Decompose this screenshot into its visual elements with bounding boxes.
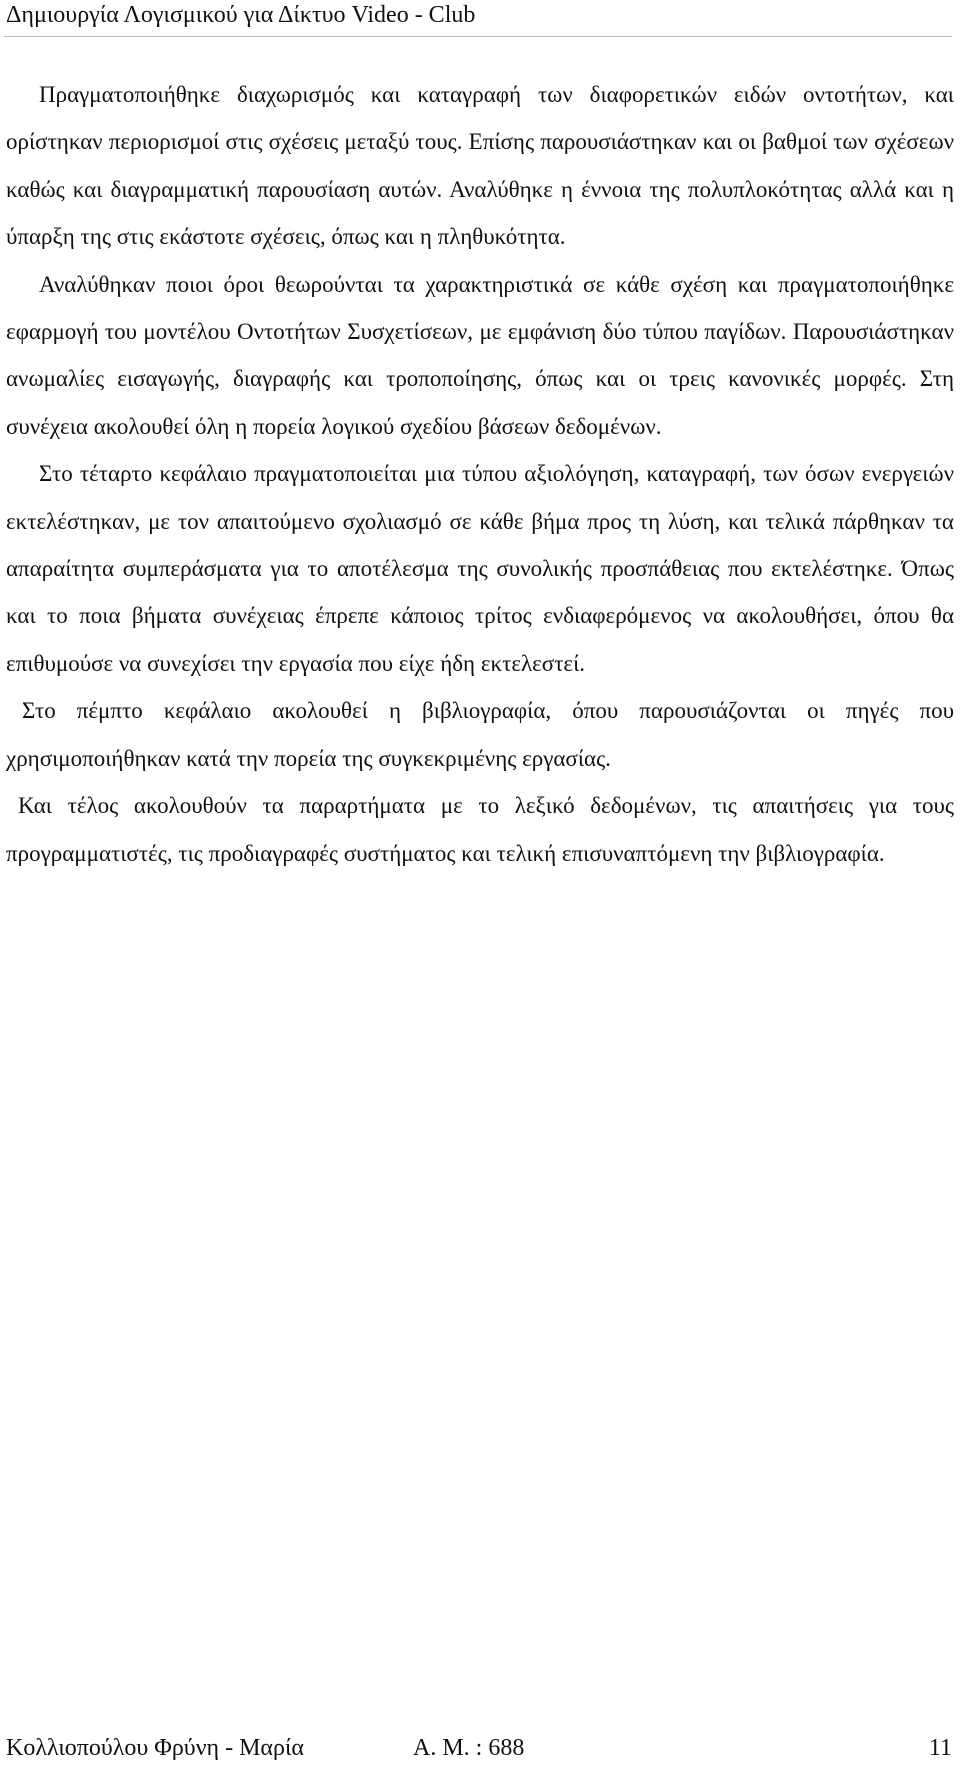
header-divider [4,36,952,37]
page-number: 11 [928,1735,952,1761]
paragraph: Αναλύθηκαν ποιοι όροι θεωρούνται τα χαρακτηριστικά σε κάθε σχέση και πραγματοποιήθηκε εφαρμογή του μοντέλου Οντοτήτων Συσχετίσεων, με εμφάνιση δύο τύπου παγίδων. Παρουσιάστηκαν ανωμαλίες εισαγωγής, διαγραφής και τροποποίησης, όπως και οι τρεις κανονικές μορφές. Στη συνέχεια ακολουθεί όλη η πορεία λογικού σχεδίου βάσεων δεδομένων. [6,271,954,439]
footer-author: Κολλιοπούλου Φρύνη - Μαρία [6,1735,305,1761]
paragraph: Και τέλος ακολουθούν τα παραρτήματα με το λεξικό δεδομένων, τις απαιτήσεις για τους προγραμματιστές, τις προδιαγραφές συστήματος και τελική επισυναπτόμενη την βιβλιογραφία. [6,793,954,866]
paragraph: Στο τέταρτο κεφάλαιο πραγματοποιείται μια τύπου αξιολόγηση, καταγραφή, των όσων ενεργειών εκτελέστηκαν, με τον απαιτούμενο σχολιασμό σε κάθε βήμα προς τη λύση, και τελικά πάρθηκαν τα απαραίτητα συμπεράσματα για το αποτέλεσμα της συνολικής προσπάθειας που εκτελέστηκε. Όπως και το ποια βήματα συνέχειας έπρεπε κάποιος τρίτος ενδιαφερόμενος να ακολουθήσει, όπου θα επιθυμούσε να συνεχίσει την εργασία που είχε ήδη εκτελεστεί. [6,461,954,676]
paragraph: Στο πέμπτο κεφάλαιο ακολουθεί η βιβλιογραφία, όπου παρουσιάζονται οι πηγές που χρησιμοποιήθηκαν κατά την πορεία της συγκεκριμένης εργασίας. [6,698,954,771]
paragraph: Πραγματοποιήθηκε διαχωρισμός και καταγραφή των διαφορετικών ειδών οντοτήτων, και ορίστηκαν περιορισμοί στις σχέσεις μεταξύ τους. Επίσης παρουσιάστηκαν και οι βαθμοί των σχέσεων καθώς και διαγραμματική παρουσίαση αυτών. Αναλύθηκε η έννοια της πολυπλοκότητας αλλά και η ύπαρξη της στις εκάστοτε σχέσεις, όπως και η πληθυκότητα. [6,82,954,250]
running-header: Δημιουργία Λογισμικού για Δίκτυο Video - Club [6,2,476,28]
document-body [6,71,954,877]
footer-student-id: Α. Μ. : 688 [413,1735,525,1761]
